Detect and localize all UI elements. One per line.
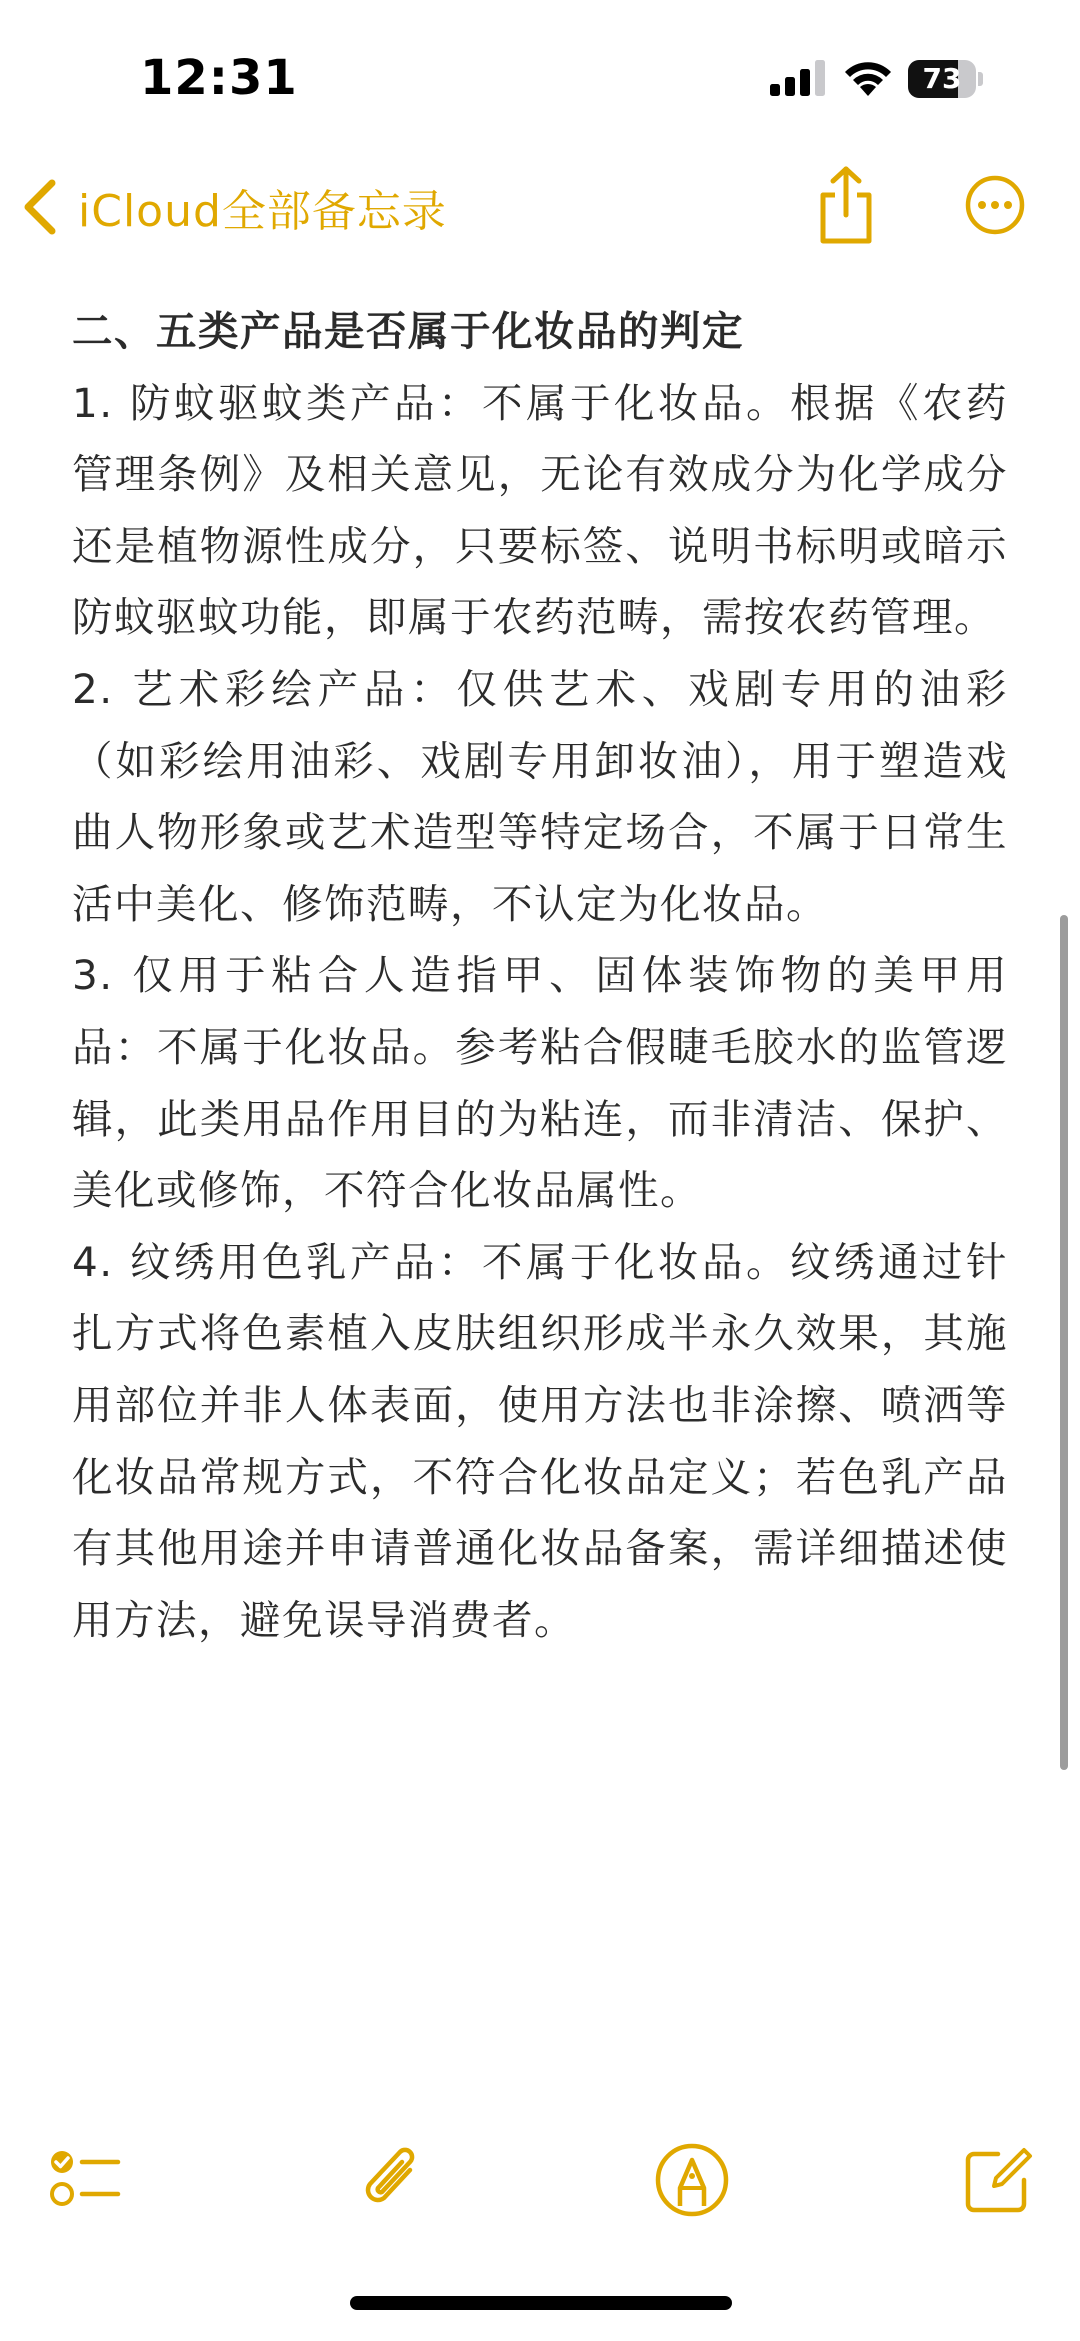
paperclip-icon bbox=[352, 2140, 432, 2220]
compose-button[interactable] bbox=[958, 2140, 1038, 2220]
battery-cap bbox=[978, 72, 983, 86]
note-paragraph: 3. 仅用于粘合人造指甲、固体装饰物的美甲用品：不属于化妆品。参考粘合假睫毛胶水的监管逻辑，此类用品作用目的为粘连，而非清洁、保护、美化或修饰，不符合化妆品属性。 bbox=[72, 951, 1008, 1215]
share-button[interactable] bbox=[815, 165, 877, 245]
status-time: 12:31 bbox=[140, 50, 298, 106]
pen-tip-circle-icon bbox=[652, 2140, 732, 2220]
back-button[interactable] bbox=[20, 172, 447, 242]
battery-icon bbox=[908, 60, 976, 98]
back-button-label: iCloud全部备忘录 bbox=[78, 186, 447, 237]
compose-icon bbox=[958, 2140, 1038, 2220]
status-bar bbox=[0, 0, 1080, 150]
checklist-button[interactable] bbox=[44, 2140, 124, 2220]
battery-level: 73 bbox=[922, 62, 962, 95]
scroll-indicator[interactable] bbox=[1060, 915, 1068, 1770]
share-icon bbox=[815, 165, 877, 245]
note-body[interactable] bbox=[72, 296, 1008, 1656]
note-heading: 二、五类产品是否属于化妆品的判定 bbox=[72, 307, 744, 355]
markup-button[interactable] bbox=[652, 2140, 732, 2220]
wifi-icon bbox=[842, 58, 894, 98]
cellular-signal-icon bbox=[770, 60, 828, 96]
more-button[interactable] bbox=[965, 175, 1025, 235]
ellipsis-circle-icon bbox=[965, 175, 1025, 235]
note-paragraph: 1. 防蚊驱蚊类产品：不属于化妆品。根据《农药管理条例》及相关意见，无论有效成分为化学成分还是植物源性成分，只要标签、说明书标明或暗示防蚊驱蚊功能，即属于农药范畴，需按农药管理。 bbox=[72, 378, 1008, 642]
note-paragraph: 4. 纹绣用色乳产品：不属于化妆品。纹绣通过针扎方式将色素植入皮肤组织形成半永久效果，其施用部位并非人体表面，使用方法也非涂擦、喷洒等化妆品常规方式，不符合化妆品定义；若色乳产品有其他用途并申请普通化妆品备案，需详细描述使用方法，避免误导消费者。 bbox=[72, 1237, 1008, 1644]
attachment-button[interactable] bbox=[352, 2140, 432, 2220]
note-paragraph: 2. 艺术彩绘产品：仅供艺术、戏剧专用的油彩（如彩绘用油彩、戏剧专用卸妆油），用于塑造戏曲人物形象或艺术造型等特定场合，不属于日常生活中美化、修饰范畴，不认定为化妆品。 bbox=[72, 664, 1008, 928]
checklist-icon bbox=[44, 2140, 124, 2220]
chevron-left-icon bbox=[20, 179, 60, 235]
home-indicator[interactable] bbox=[350, 2296, 732, 2310]
battery-indicator bbox=[908, 60, 982, 98]
